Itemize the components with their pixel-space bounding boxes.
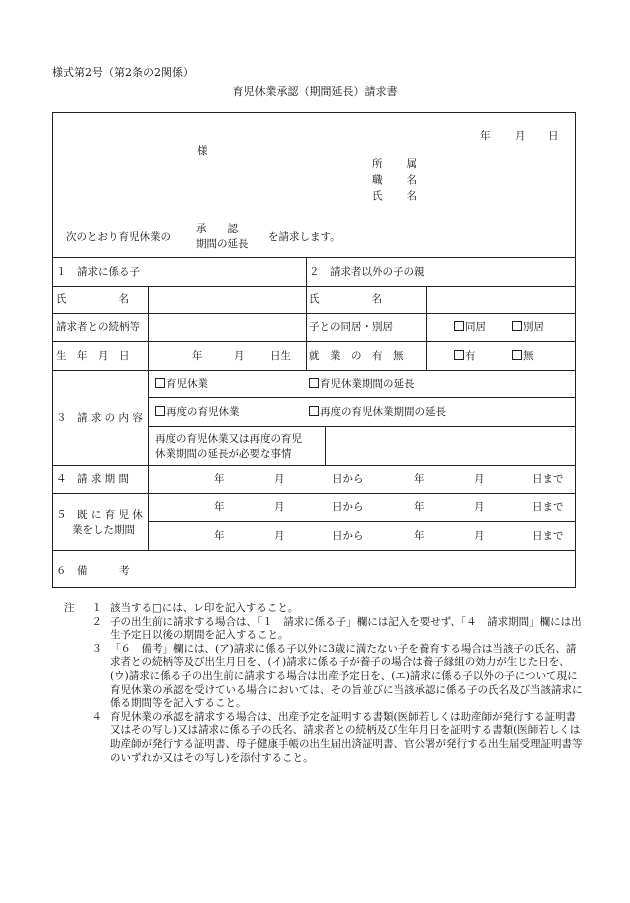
note-item [64, 602, 584, 616]
past-period1-to-month: 月 [474, 501, 485, 513]
request-option-childcare[interactable] [155, 376, 208, 391]
rule [53, 493, 575, 494]
request-prefix: 次のとおり育児休業の [66, 231, 171, 243]
employment-option-yes[interactable] [454, 348, 476, 363]
checkbox-icon [512, 321, 522, 331]
birth-label: 生 年 月 日 [56, 350, 130, 362]
note-text: 「６ 備考」欄には、(ア)請求に係る子以外に3歳に満たない子を養育する場合は当該子の氏名、請求者との続柄等及び出生月日を、(イ)請求に係る子が養子の場合は養子縁組の効力が生じた日を、(ウ)請求に係る子の出生前に請求する場合は出産予定日を、(エ)請求に係る子以外の子について現に育児休業の承認を受けている場合においては、その旨並びに当該承認に係る子の氏名及び当該請求に係る期間等を記入すること。 [110, 642, 583, 710]
birth-year-label: 年 [192, 350, 203, 362]
request-option-re-childcare-label: 再度の育児休業 [166, 406, 240, 418]
rule [53, 341, 575, 342]
date-month-label: 月 [515, 130, 526, 142]
rule [53, 313, 575, 314]
period-from-month: 月 [274, 473, 285, 485]
request-option-childcare-extension-label: 育児休業期間の延長 [320, 378, 415, 390]
past-period2-from-day: 日から [332, 530, 364, 542]
note-text: 育児休業の承認を請求する場合は、出産予定を証明する書類(医師若しくは助産師が発行する証明書又はその写し)又は請求に係る子の氏名、請求者との続柄及び生年月日を証明する書類(医師若しくは助産師が発行する証明書、母子健康手帳の出生届出済証明書、官公署が発行する出生届受理証明書等のいずれか又はその写し)を添付すること。 [110, 710, 583, 764]
note-head-label [64, 711, 80, 765]
period-to-day: 日まで [532, 473, 564, 485]
period-to-month: 月 [474, 473, 485, 485]
birth-day-label: 日生 [270, 350, 291, 362]
checkbox-icon [512, 350, 522, 360]
date-year-label: 年 [480, 130, 491, 142]
remarks-field[interactable] [149, 550, 575, 587]
rule [148, 521, 575, 522]
note-text: 該当する□には、レ印を記入すること。 [110, 602, 299, 614]
form-id: 様式第2号（第2条の2関係） [52, 66, 194, 79]
cohabit-label: 子との同居・別居 [309, 321, 393, 333]
section4-heading: ４ 請 求 期 間 [56, 473, 130, 485]
reason-label-line2: 休業期間の延長が必要な事情 [155, 448, 292, 460]
rule [53, 370, 575, 371]
request-option-childcare-extension[interactable] [309, 376, 415, 391]
name-label: 氏 名 [372, 190, 418, 202]
rule [306, 257, 307, 370]
rule [148, 397, 575, 398]
checkbox-icon [454, 321, 464, 331]
cohabit-option-separate[interactable] [512, 319, 544, 334]
reason-label-line1: 再度の育児休業又は再度の育児 [155, 433, 302, 445]
birth-month-label: 月 [234, 350, 245, 362]
section5-heading-line2: 業をした期間 [72, 524, 135, 536]
checkbox-icon [309, 406, 319, 416]
section2-heading: ２ 請求者以外の子の親 [309, 266, 425, 278]
child-name-field[interactable] [149, 286, 303, 312]
rule [53, 257, 575, 258]
note-head-label [64, 616, 80, 643]
past-period1-to-year: 年 [414, 501, 425, 513]
relation-label: 請求者との続柄等 [56, 321, 140, 333]
note-head-label [64, 643, 80, 711]
form-title: 育児休業承認（期間延長）請求書 [232, 85, 398, 98]
past-period1-from-month: 月 [274, 501, 285, 513]
request-option-childcare-label: 育児休業 [166, 378, 208, 390]
period-from-year: 年 [214, 473, 225, 485]
past-period1-from-year: 年 [214, 501, 225, 513]
employment-option-yes-label: 有 [465, 350, 476, 362]
employment-label: 就 業 の 有 無 [309, 350, 404, 362]
note-item [64, 711, 584, 765]
cohabit-option-together[interactable] [454, 319, 486, 334]
past-period2-from-year: 年 [214, 530, 225, 542]
checkbox-icon [309, 378, 319, 388]
notes [64, 602, 584, 765]
note-number: ４ [91, 710, 102, 723]
section6-heading: ６ 備 考 [56, 565, 130, 577]
past-period2-to-month: 月 [474, 530, 485, 542]
request-option-re-childcare[interactable] [155, 404, 240, 419]
option-approval: 承 認 [196, 223, 238, 235]
section5-heading-line1: ５ 既 に 育 児 休 [56, 509, 143, 521]
other-parent-name-label: 氏 名 [309, 293, 384, 305]
affiliation-label: 所 属 [372, 158, 418, 170]
note-number: ２ [91, 615, 102, 628]
note-text: 子の出生前に請求する場合は、「１ 請求に係る子」欄には記入を要せず、「４ 請求期間」欄には出生予定日以後の期間を記入すること。 [110, 615, 582, 642]
past-period1-to-day: 日まで [532, 501, 564, 513]
request-suffix: を請求します。 [268, 231, 341, 243]
note-number: ３ [91, 642, 102, 655]
notes-list [64, 602, 584, 765]
note-item [64, 616, 584, 643]
request-option-re-childcare-extension[interactable] [309, 404, 446, 419]
section3-heading: ３ 請 求 の 内 容 [56, 412, 143, 424]
period-from-day: 日から [332, 473, 364, 485]
rule [53, 465, 575, 466]
checkbox-icon [454, 350, 464, 360]
option-extension: 期間の延長 [196, 238, 249, 250]
child-name-label: 氏 名 [56, 293, 131, 305]
checkbox-icon [155, 406, 165, 416]
date-day-label: 日 [548, 130, 559, 142]
other-parent-name-field[interactable] [427, 286, 575, 312]
past-period1-from-day: 日から [332, 501, 364, 513]
cohabit-option-together-label: 同居 [465, 321, 486, 333]
past-period2-to-year: 年 [414, 530, 425, 542]
past-period2-from-month: 月 [274, 530, 285, 542]
relation-field[interactable] [149, 313, 303, 339]
past-period2-to-day: 日まで [532, 530, 564, 542]
employment-option-no[interactable] [512, 348, 534, 363]
note-head-label: 注 [64, 602, 75, 614]
note-item [64, 643, 584, 711]
note-number: １ [91, 602, 102, 614]
period-to-year: 年 [414, 473, 425, 485]
reason-field[interactable] [326, 426, 575, 463]
position-label: 職 名 [372, 174, 418, 186]
cohabit-option-separate-label: 別居 [523, 321, 544, 333]
checkbox-icon [155, 378, 165, 388]
request-option-re-childcare-extension-label: 再度の育児休業期間の延長 [320, 406, 446, 418]
addressee-label: 様 [197, 145, 208, 157]
section1-heading: １ 請求に係る子 [56, 266, 140, 278]
employment-option-no-label: 無 [523, 350, 534, 362]
